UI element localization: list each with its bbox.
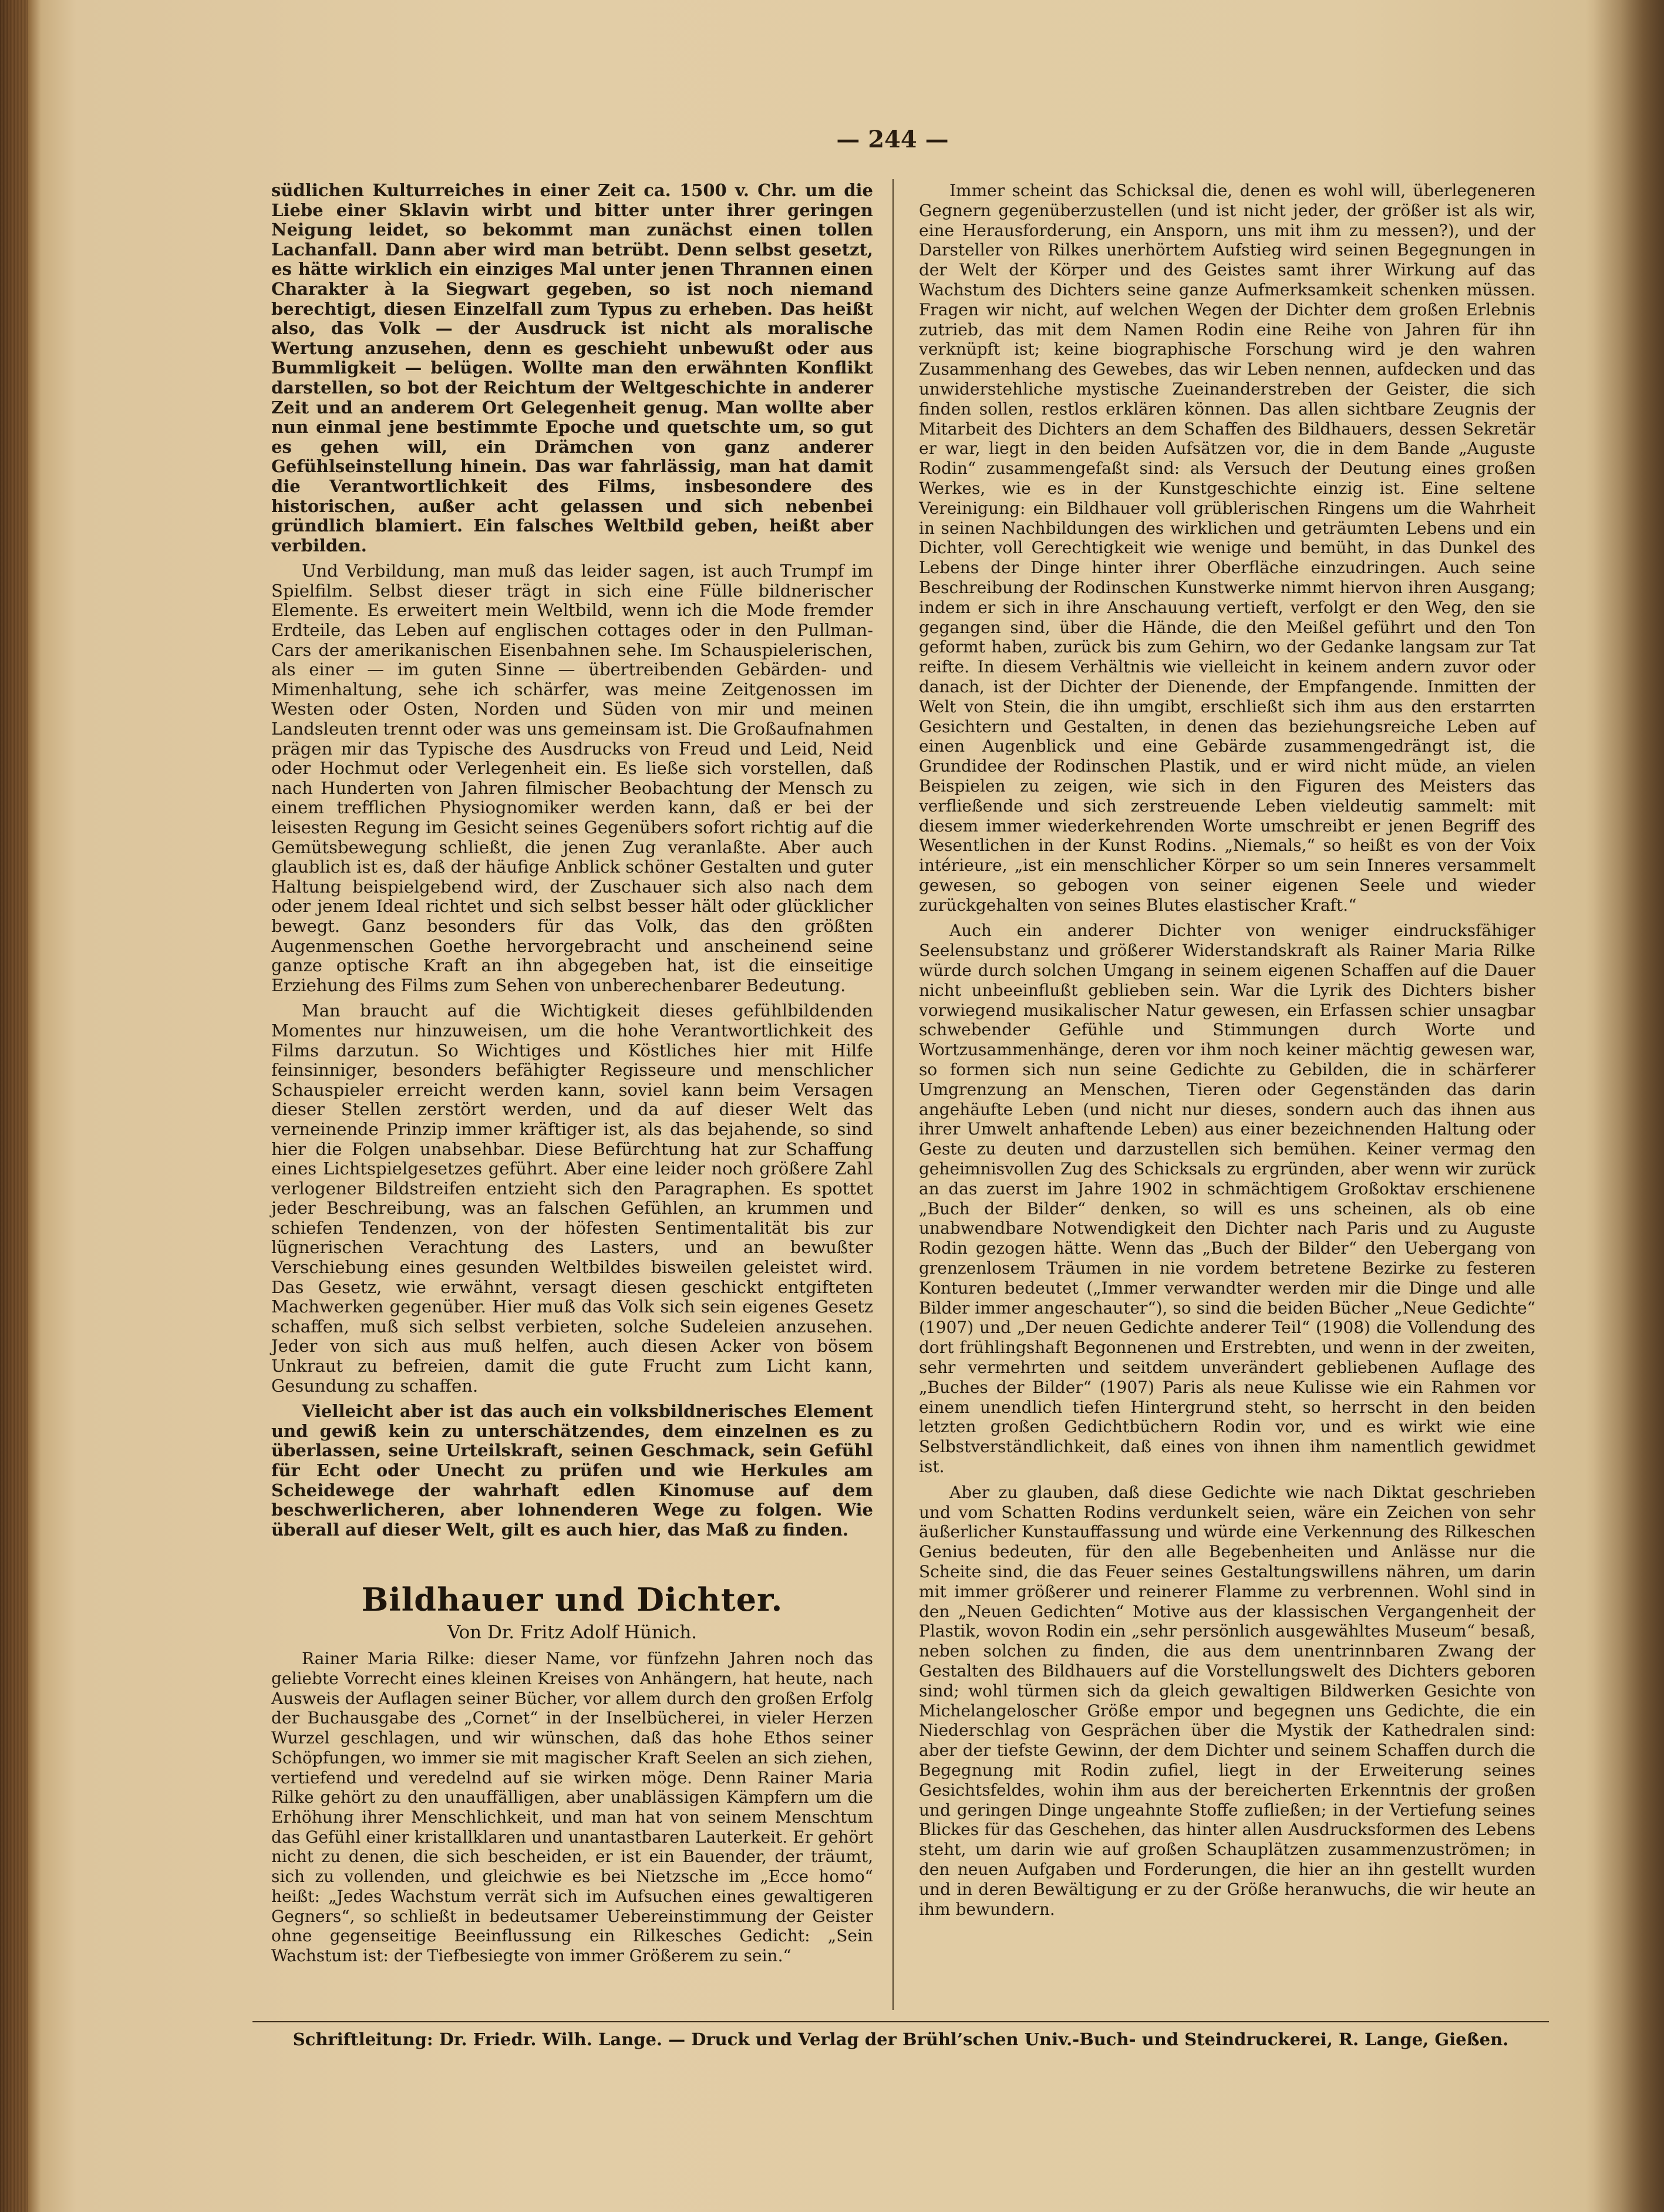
article-paragraph-1: Rainer Maria Rilke: dieser Name, vor fünfzehn Jahren noch das geliebte Vorrecht eines kleinen Kreises von Anhängern, hat heute, nach Ausweis der Auflagen seiner Bücher, vor allem durch den großen Erfolg der Buchausgabe des „Cornet“ in der Inselbücherei, in vieler Herzen Wurzel geschlagen, und wir wünschen, daß das hohe Ethos seiner Schöpfungen, wo immer sie mit magischer Kraft Seelen an sich ziehen, vertiefend und veredelnd auf sie wirken möge. Denn Rainer Maria Rilke gehört zu den unauffälligen, aber unablässigen Kämpfern um die Erhöhung ihrer Menschlichkeit, und man hat von seinem Menschtum das Gefühl einer kristallklaren und unantastbaren Lauterkeit. Er gehört nicht zu denen, die sich bescheiden, er ist ein Bauender, der träumt, sich zu vollenden, und gleichwie es bei Nietzsche im „Ecce homo“ heißt: „Jedes Wachstum verrät sich im Aufsuchen eines gewaltigeren Gegners“, so schließt in bedeutsamer Uebereinstimmung der Geister ohne gegenseitige Beeinflussung ein Rilkesches Gedicht: „Sein Wachstum ist: der Tiefbesiegte von immer Größerem zu sein.“ [271,1649,873,1965]
article-title: Bildhauer und Dichter. [361,1581,783,1619]
left-column [271,181,873,1966]
left-paragraph-2: Und Verbildung, man muß das leider sagen, ist auch Trumpf im Spielfilm. Selbst dieser trägt in sich eine Fülle bildnerischer Elemente. Es erweitert mein Weltbild, wenn ich die Mode fremder Erdteile, das Leben auf englischen cottages oder in den Pullman-Cars der amerikanischen Eisenbahnen sehe. Im Schauspielerischen, als einer — im guten Sinne — übertreibenden Gebärden- und Mimenhaltung, sehe ich schärfer, was meine Zeitgenossen im Westen oder Osten, Norden und Süden von mir und meinen Landsleuten trennt oder was uns gemeinsam ist. Die Großaufnahmen prägen mir das Typische des Ausdrucks von Freud und Leid, Neid oder Hochmut oder Verlegenheit ein. Es ließe sich vorstellen, daß nach Hunderten von Jahren filmischer Beobachtung der Mensch zu einem trefflichen Physiognomiker werden kann, daß er bei der leisesten Regung im Gesicht seines Gegenübers sofort richtig auf die Gemütsbewegung schließt, die jenen Zug veranlaßte. Aber auch glaublich ist es, daß der häufige Anblick schöner Gestalten und guter Haltung beispielgebend wird, der Zuschauer sich also nach dem oder jenem Ideal richtet und sich selbst besser hält oder glücklicher bewegt. Ganz besonders für das Volk, das den größten Augenmenschen Goethe hervorgebracht und anscheinend seine ganze optische Kraft an ihn abgegeben hat, ist die einseitige Erziehung des Films zum Sehen von unberechenbarer Bedeutung. [271,561,873,995]
column-divider [892,179,894,2010]
right-column [919,181,1535,1919]
left-paragraph-4: Vielleicht aber ist das auch ein volksbildnerisches Element und gewiß kein zu unterschätzendes, dem einzelnen es zu überlassen, seine Urteilskraft, seinen Geschmack, sein Gefühl für Echt oder Unecht zu prüfen und wie Herkules am Scheidewege der wahrhaft edlen Kinomuse auf dem beschwerlicheren, aber lohnenderen Wege zu folgen. Wie überall auf dieser Welt, gilt es auch hier, das Maß zu finden. [271,1401,873,1540]
left-paragraph-3: Man braucht auf die Wichtigkeit dieses gefühlbildenden Momentes nur hinzuweisen, um die hohe Verantwortlichkeit des Films darzutun. So Wichtiges und Köstliches hier mit Hilfe feinsinniger, besonders befähigter Regisseure und menschlicher Schauspieler erreicht werden kann, soviel kann beim Versagen dieser Stellen zerstört werden, und da auf dieser Welt das verneinende Prinzip immer kräftiger ist, als das bejahende, so sind hier die Folgen unabsehbar. Diese Befürchtung hat zur Schaffung eines Lichtspielgesetzes geführt. Aber eine leider noch größere Zahl verlogener Bildstreifen entzieht sich den Paragraphen. Es spottet jeder Beschreibung, was an falschen Gefühlen, an krummen und schiefen Tendenzen, von der höfesten Sentimentalität bis zur lügnerischen Verachtung des Lasters, und an bewußter Verschiebung eines gesunden Weltbildes bisweilen geleistet wird. Das Gesetz, wie erwähnt, versagt diesen geschickt entgifteten Machwerken gegenüber. Hier muß das Volk sich sein eigenes Gesetz schaffen, muß sich selbst verbieten, solche Sudeleien anzusehen. Jeder von sich aus muß helfen, auch diesen Acker von bösem Unkraut zu befreien, damit die gute Frucht zum Licht kann, Gesundung zu schaffen. [271,1001,873,1396]
page-number: — 244 — [836,126,949,153]
footer-rule [252,2021,1549,2022]
left-paragraph-1: südlichen Kulturreiches in einer Zeit ca. 1500 v. Chr. um die Liebe einer Sklavin wirbt und bitter unter ihrer geringen Neigung leidet, so bekommt man zunächst einen tollen Lachanfall. Dann aber wird man betrübt. Denn selbst gesetzt, es hätte wirklich ein einziges Mal unter jenen Thrannen einen Charakter à la Siegwart gegeben, so ist noch niemand berechtigt, diesen Einzelfall zum Typus zu erheben. Das heißt also, das Volk — der Ausdruck ist nicht als moralische Wertung anzusehen, denn es geschieht unbewußt oder aus Bummligkeit — belügen. Wollte man den erwähnten Konflikt darstellen, so bot der Reichtum der Weltgeschichte in anderer Zeit und an anderem Ort Gelegenheit genug. Man wollte aber nun einmal jene bestimmte Epoche und quetschte um, so gut es gehen will, ein Drämchen von ganz anderer Gefühlseinstellung hinein. Das war fahrlässig, man hat damit die Verantwortlichkeit des Films, insbesondere des historischen, außer acht gelassen und sich nebenbei gründlich blamiert. Ein falsches Weltbild geben, heißt aber verbilden. [271,180,873,555]
book-edge [0,0,28,2212]
right-paragraph-3: Aber zu glauben, daß diese Gedichte wie nach Diktat geschrieben und vom Schatten Rodins verdunkelt seien, wäre ein Zeichen von sehr äußerlicher Kunstauffassung und würde eine Verkennung des Rilkeschen Genius bedeuten, für den alle Begebenheiten und Anlässe nur die Scheite sind, die das Feuer seines Gestaltungswillens nähren, um darin mit immer größerer und reinerer Flamme zu verbrennen. Wohl sind in den „Neuen Gedichten“ Motive aus der klassischen Vergangenheit der Plastik, wovon Rodin ein „sehr persönlich ausgewähltes Museum“ besaß, neben solchen zu finden, die aus dem unentrinnbaren Zwang der Gestalten des Bildhauers auf die Vorstellungswelt des Dichters geboren sind; wohl türmen sich da gleich gewaltigen Bildwerken Gesichte von Michelangeloscher Größe empor und begegnen uns Gedichte, die ein Niederschlag von Gesprächen über die Mystik der Kathedralen sind: aber der tiefste Gewinn, der dem Dichter und seinem Schaffen durch die Begegnung mit Rodin zufiel, liegt in der Erweiterung seines Gesichtsfeldes, wohin ihm aus der bereicherten Erkenntnis der großen und geringen Dinge ungeahnte Stoffe zufließen; in der Vertiefung seines Blickes für das Geschehen, das hinter allen Ausdrucksformen des Lebens steht, um darin wie auf großen Schauplätzen zusammenzuströmen; in den neuen Aufgaben und Forderungen, die hier an ihn gestellt wurden und in deren Bewältigung er zu der Größe heranwuchs, die wir heute an ihm bewundern. [919,1482,1535,1919]
right-paragraph-1: Immer scheint das Schicksal die, denen es wohl will, überlegeneren Gegnern gegenüberzustellen (und ist nicht jeder, der größer ist als wir, eine Herausforderung, ein Ansporn, uns mit ihm zu messen?), und der Darsteller von Rilkes unerhörtem Aufstieg wird seinen Begegnungen in der Welt der Körper und des Geistes samt ihrer Wirkung auf das Wachstum des Dichters seine ganze Aufmerksamkeit schenken müssen. Fragen wir nicht, auf welchen Wegen der Dichter dem großen Erlebnis zutrieb, das mit dem Namen Rodin eine Reihe von Jahren für ihn verknüpft ist; keine biographische Forschung wird je den wahren Zusammenhang des Gewebes, das wir Leben nennen, aufdecken und das unwiderstehliche mystische Zueinanderstreben der Geister, die sich finden sollen, restlos erklären können. Das allen sichtbare Zeugnis der Mitarbeit des Dichters an dem Schaffen des Bildhauers, dessen Sekretär er war, liegt in den beiden Aufsätzen vor, die in dem Bande „Auguste Rodin“ zusammengefaßt sind: als Versuch der Deutung eines großen Werkes, wie es in der Kunstgeschichte einzig ist. Eine seltene Vereinigung: ein Bildhauer voll grüblerischen Ringens um die Wahrheit in seinen Nachbildungen des wirklichen und geträumten Lebens und ein Dichter, voll Gerechtigkeit wie wenige und bemüht, in das Dunkel des Lebens der Dinge hinter ihrer Oberfläche einzudringen. Auch seine Beschreibung der Rodinschen Kunstwerke nimmt hiervon ihren Ausgang; indem er sich in ihre Anschauung vertieft, verfolgt er den Weg, den sie gegangen sind, über die Hände, die den Meißel geführt und den Ton geformt haben, zurück bis zum Gehirn, wo der Gedanke langsam zur Tat reifte. In diesem Verhältnis wie vielleicht in keinem andern zuvor oder danach, ist der Dichter der Dienende, der Empfangende. Inmitten der Welt von Stein, die ihn umgibt, erschließt sich ihm aus den erstarrten Gesichtern und Gestalten, in denen das beziehungsreiche Leben auf einen Augenblick und eine Gebärde zusammengedrängt ist, die Grundidee der Rodinschen Plastik, und er wird nicht müde, an vielen Beispielen zu zeigen, wie sich in den Figuren des Meisters das verfließende und sich zerstreuende Leben vieldeutig sammelt: mit diesem immer wiederkehrenden Worte umschreibt er jenen Begriff des Wesentlichen in der Kunst Rodins. „Niemals,“ so heißt es von der Voix intérieure, „ist ein menschlicher Körper so um sein Inneres versammelt gewesen, so gebogen von seiner eigenen Seele und wieder zurückgehalten von seines Blutes elastischer Kraft.“ [919,181,1535,915]
article-byline: Von Dr. Fritz Adolf Hünich. [447,1622,698,1644]
spine-shadow [1594,0,1664,2212]
imprint-footer: Schriftleitung: Dr. Friedr. Wilh. Lange. — Druck und Verlag der Brühl’schen Univ.-Buch- und Steindruckerei, R. Lange, Gießen. [292,2029,1509,2049]
right-paragraph-2: Auch ein anderer Dichter von weniger eindrucksfähiger Seelensubstanz und größerer Widerstandskraft als Rainer Maria Rilke würde durch solchen Umgang in seinem eigenen Schaffen auf die Dauer nicht unbeeinflußt geblieben sein. War die Lyrik des Dichters bisher vorwiegend musikalischer Natur gewesen, ein Erfassen schier unsagbar schwebender Gefühle und Stimmungen durch Worte und Wortzusammenhänge, deren vor ihm noch keiner mächtig gewesen war, so formen sich nun seine Gedichte zu Gebilden, die in schärferer Umgrenzung an Menschen, Tieren oder Gegenständen das darin angehäufte Leben (und nicht nur dieses, sondern auch das ihnen aus ihrer Umwelt anhaftende Leben) aus einer bezeichnenden Haltung oder Geste zu deuten und darzustellen sich bemühen. Keiner vermag den geheimnisvollen Zug des Schicksals zu ergründen, aber wenn wir zurück an das zuerst im Jahre 1902 in schmächtigem Großoktav erschienene „Buch der Bilder“ denken, so will es uns scheinen, als ob eine unabwendbare Notwendigkeit den Dichter nach Paris und zu Auguste Rodin gezogen hätte. Wenn das „Buch der Bilder“ den Uebergang von grenzenlosem Träumen in nie vordem betretene Bezirke zu festeren Konturen bedeutet („Immer verwandter werden mir die Dinge und alle Bilder immer angeschauter“), so sind die beiden Bücher „Neue Gedichte“ (1907) und „Der neuen Gedichte anderer Teil“ (1908) die Vollendung des dort frühlingshaft Begonnenen und Erstrebten, und wenn in der zweiten, sehr vermehrten und seitdem unverändert gebliebenen Auflage des „Buches der Bilder“ (1907) Paris als neue Kulisse wie ein Rahmen vor einem unendlich tiefen Hintergrund steht, so herrscht in den beiden letzten großen Gedichtbüchern Rodin vor, und es wirkt wie eine Selbstverständlichkeit, daß eines von ihnen ihm namentlich gewidmet ist. [919,921,1535,1476]
